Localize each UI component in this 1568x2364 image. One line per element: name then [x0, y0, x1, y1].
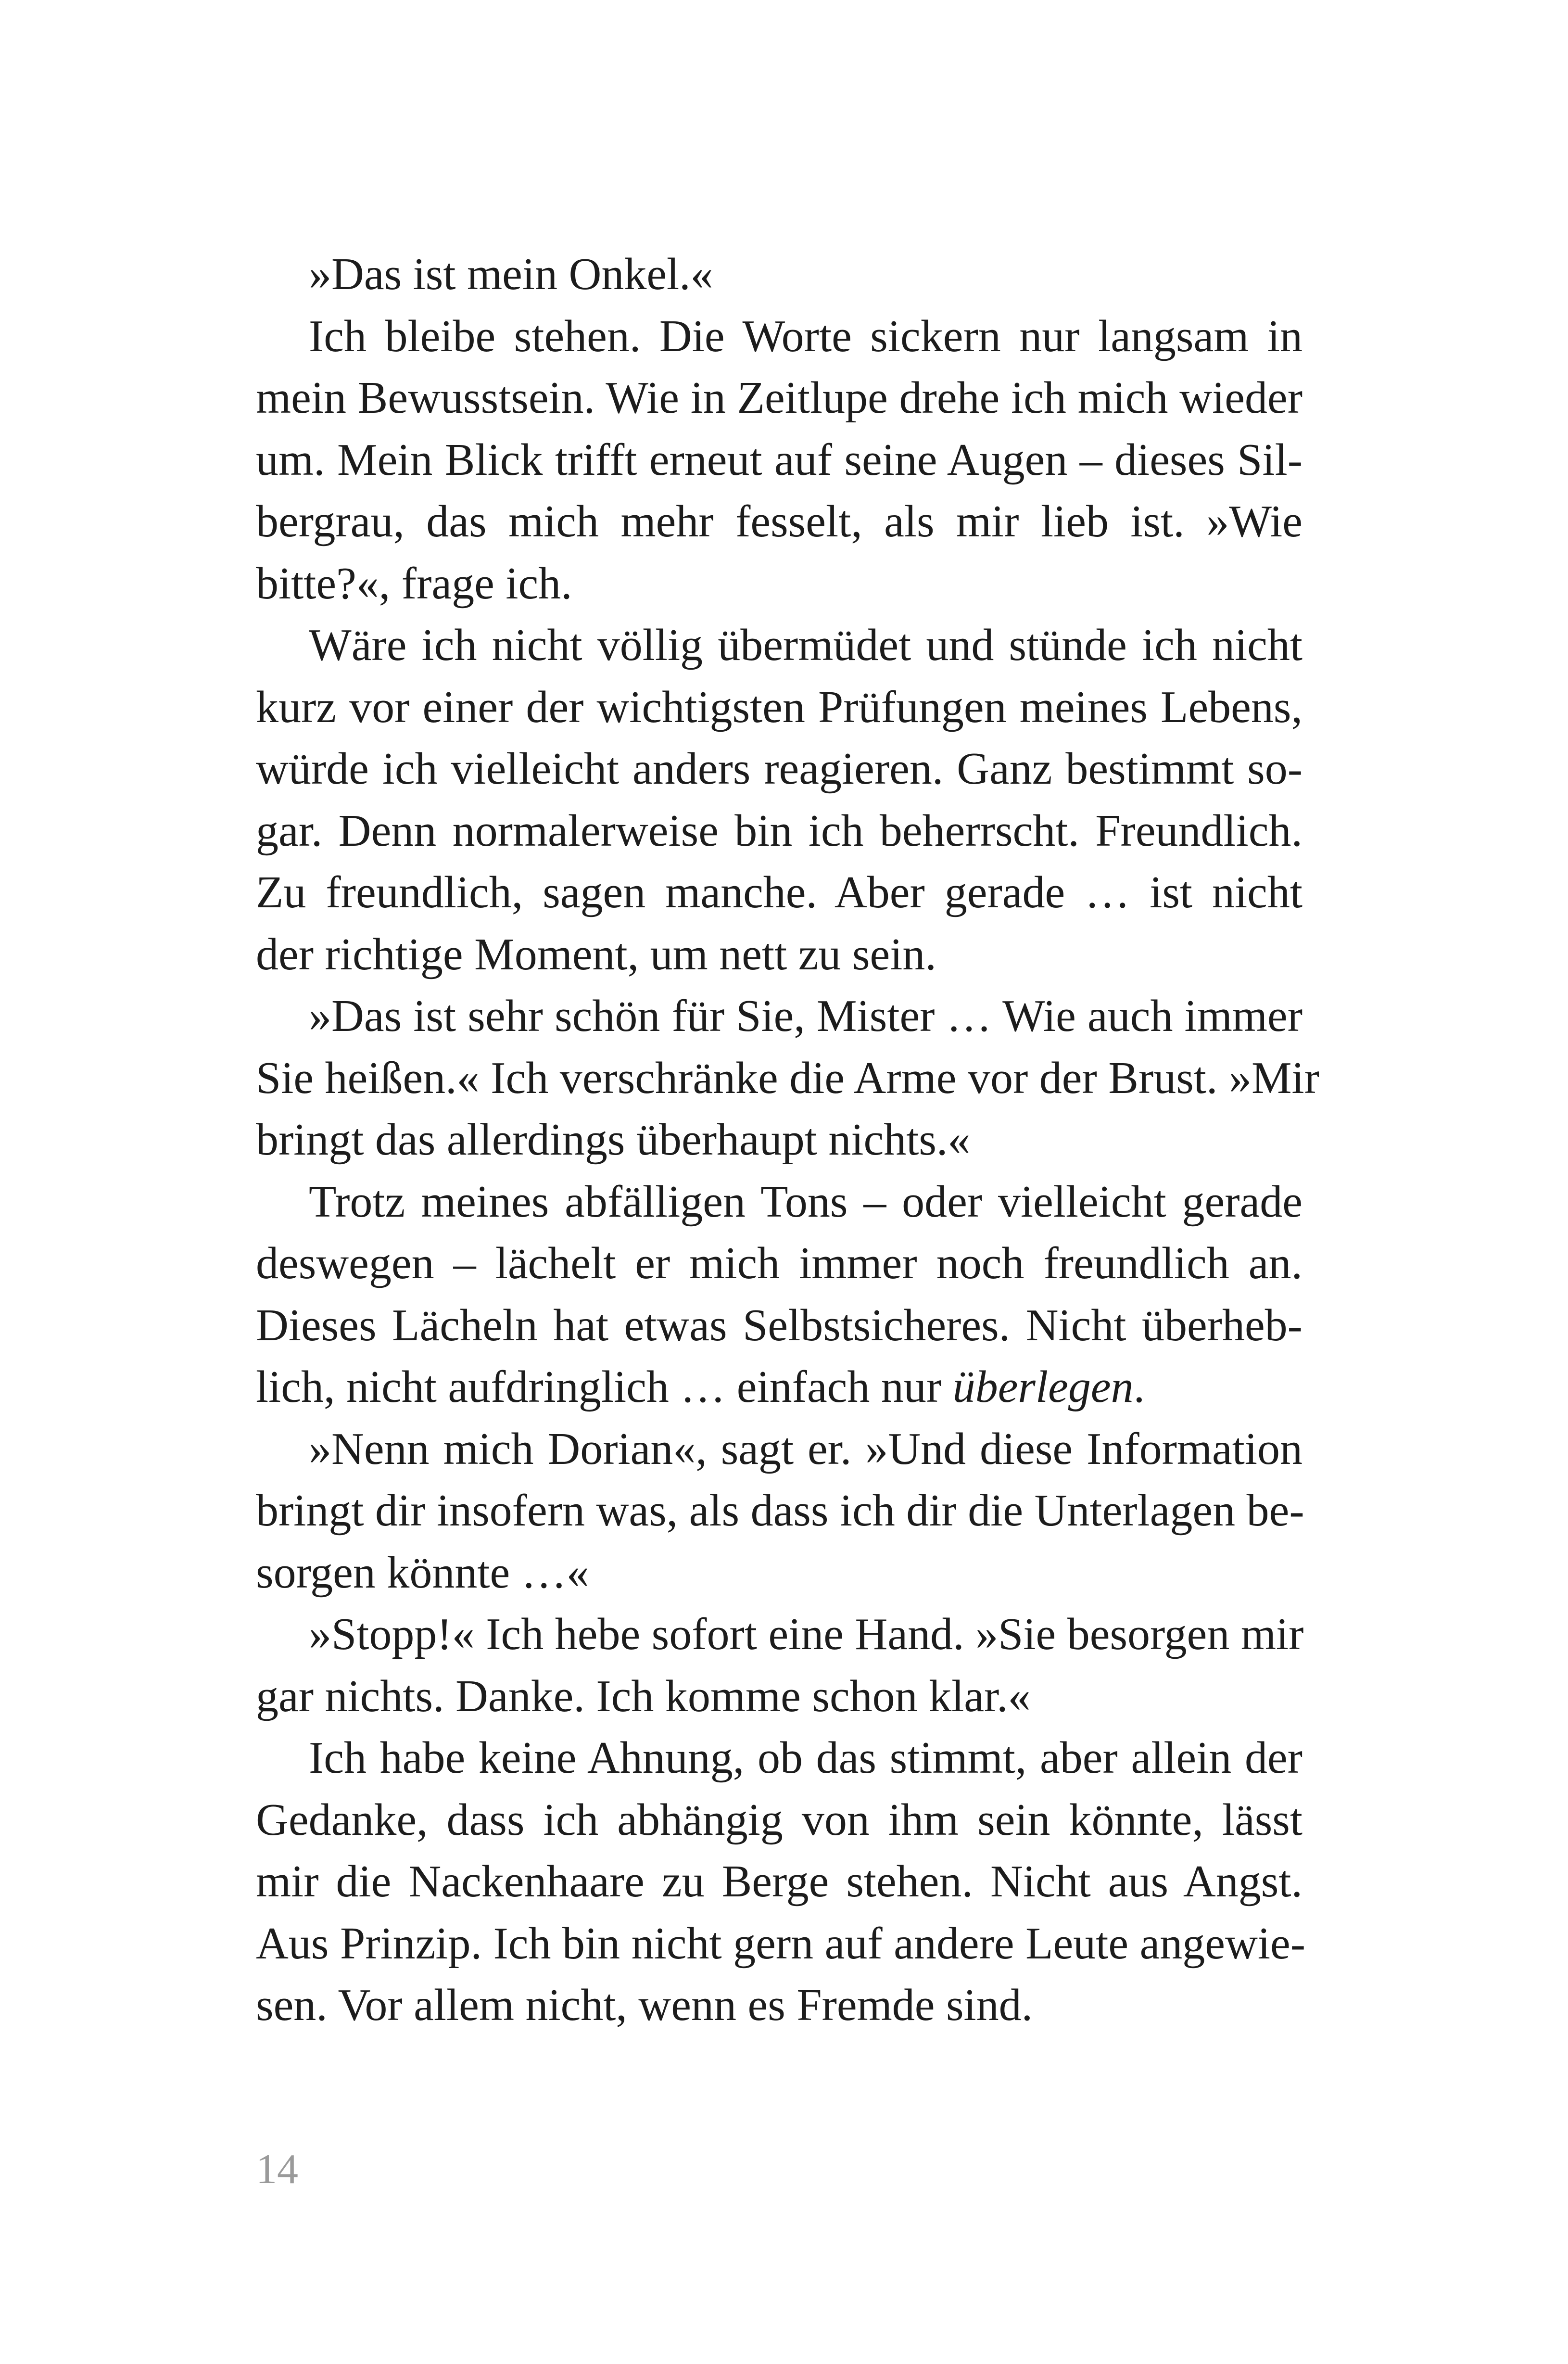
text-line: Ich habe keine Ahnung, ob das stimmt, aber allein der [309, 1733, 1302, 1783]
paragraph [256, 985, 1319, 1171]
text-line: »Das ist mein Onkel.« [309, 249, 713, 299]
text-line: um. Mein Blick trifft erneut auf seine Augen – dieses Sil- [256, 434, 1302, 485]
text-line: sen. Vor allem nicht, wenn es Fremde sind. [256, 1980, 1033, 2030]
text-line: Gedanke, dass ich abhängig von ihm sein könnte, lässt [256, 1794, 1302, 1845]
paragraph [256, 1603, 1302, 1727]
paragraph [256, 1171, 1302, 1418]
text-line: bergrau, das mich mehr fesselt, als mir lieb ist. »Wie [256, 496, 1302, 547]
text-line: mein Bewusstsein. Wie in Zeitlupe drehe ich mich wieder [256, 373, 1302, 423]
paragraph [256, 305, 1302, 615]
text-line: »Das ist sehr schön für Sie, Mister … Wie auch immer [309, 991, 1302, 1041]
text-line: Aus Prinzip. Ich bin nicht gern auf andere Leute angewie- [256, 1918, 1306, 1969]
text-line: Wäre ich nicht völlig übermüdet und stünde ich nicht [309, 620, 1302, 670]
body-text [256, 243, 1319, 2036]
text-line: sorgen könnte …« [256, 1547, 589, 1598]
emphasized-word: überlegen [952, 1362, 1134, 1412]
paragraph [256, 243, 1302, 305]
text-line: der richtige Moment, um nett zu sein. [256, 929, 936, 979]
text-line: bringt das allerdings überhaupt nichts.« [256, 1115, 971, 1165]
text-line: deswegen – lächelt er mich immer noch freundlich an. [256, 1238, 1302, 1288]
text-line: bringt dir insofern was, als dass ich dir die Unterlagen be- [256, 1486, 1304, 1536]
text-line: Sie heißen.« Ich verschränke die Arme vor der Brust. »Mir [256, 1053, 1319, 1103]
text-line: gar nichts. Danke. Ich komme schon klar.« [256, 1671, 1031, 1721]
text-line: gar. Denn normalerweise bin ich beherrscht. Freundlich. [256, 805, 1302, 856]
text-line: Dieses Lächeln hat etwas Selbstsicheres. Nicht überheb- [256, 1300, 1302, 1350]
text-line: würde ich vielleicht anders reagieren. Ganz bestimmt so- [256, 744, 1302, 794]
text-line: Ich bleibe stehen. Die Worte sickern nur langsam in [309, 311, 1302, 361]
text-fragment: . [1133, 1362, 1145, 1412]
text-line: Trotz meines abfälligen Tons – oder vielleicht gerade [309, 1176, 1302, 1227]
text-line: Zu freundlich, sagen manche. Aber gerade … ist nicht [256, 867, 1302, 917]
page-number: 14 [256, 2146, 298, 2193]
paragraph [256, 614, 1302, 985]
text-fragment: lich, nicht aufdringlich … einfach nur [256, 1362, 953, 1412]
paragraph [256, 1727, 1306, 2036]
text-line [256, 1356, 1302, 1418]
text-line: »Stopp!« Ich hebe sofort eine Hand. »Sie besorgen mir [309, 1609, 1304, 1659]
text-line: kurz vor einer der wichtigsten Prüfungen meines Lebens, [256, 682, 1302, 732]
text-line: »Nenn mich Dorian«, sagt er. »Und diese Information [309, 1423, 1302, 1474]
text-line: mir die Nackenhaare zu Berge stehen. Nicht aus Angst. [256, 1856, 1302, 1906]
text-line: bitte?«, frage ich. [256, 558, 572, 609]
paragraph [256, 1418, 1302, 1604]
